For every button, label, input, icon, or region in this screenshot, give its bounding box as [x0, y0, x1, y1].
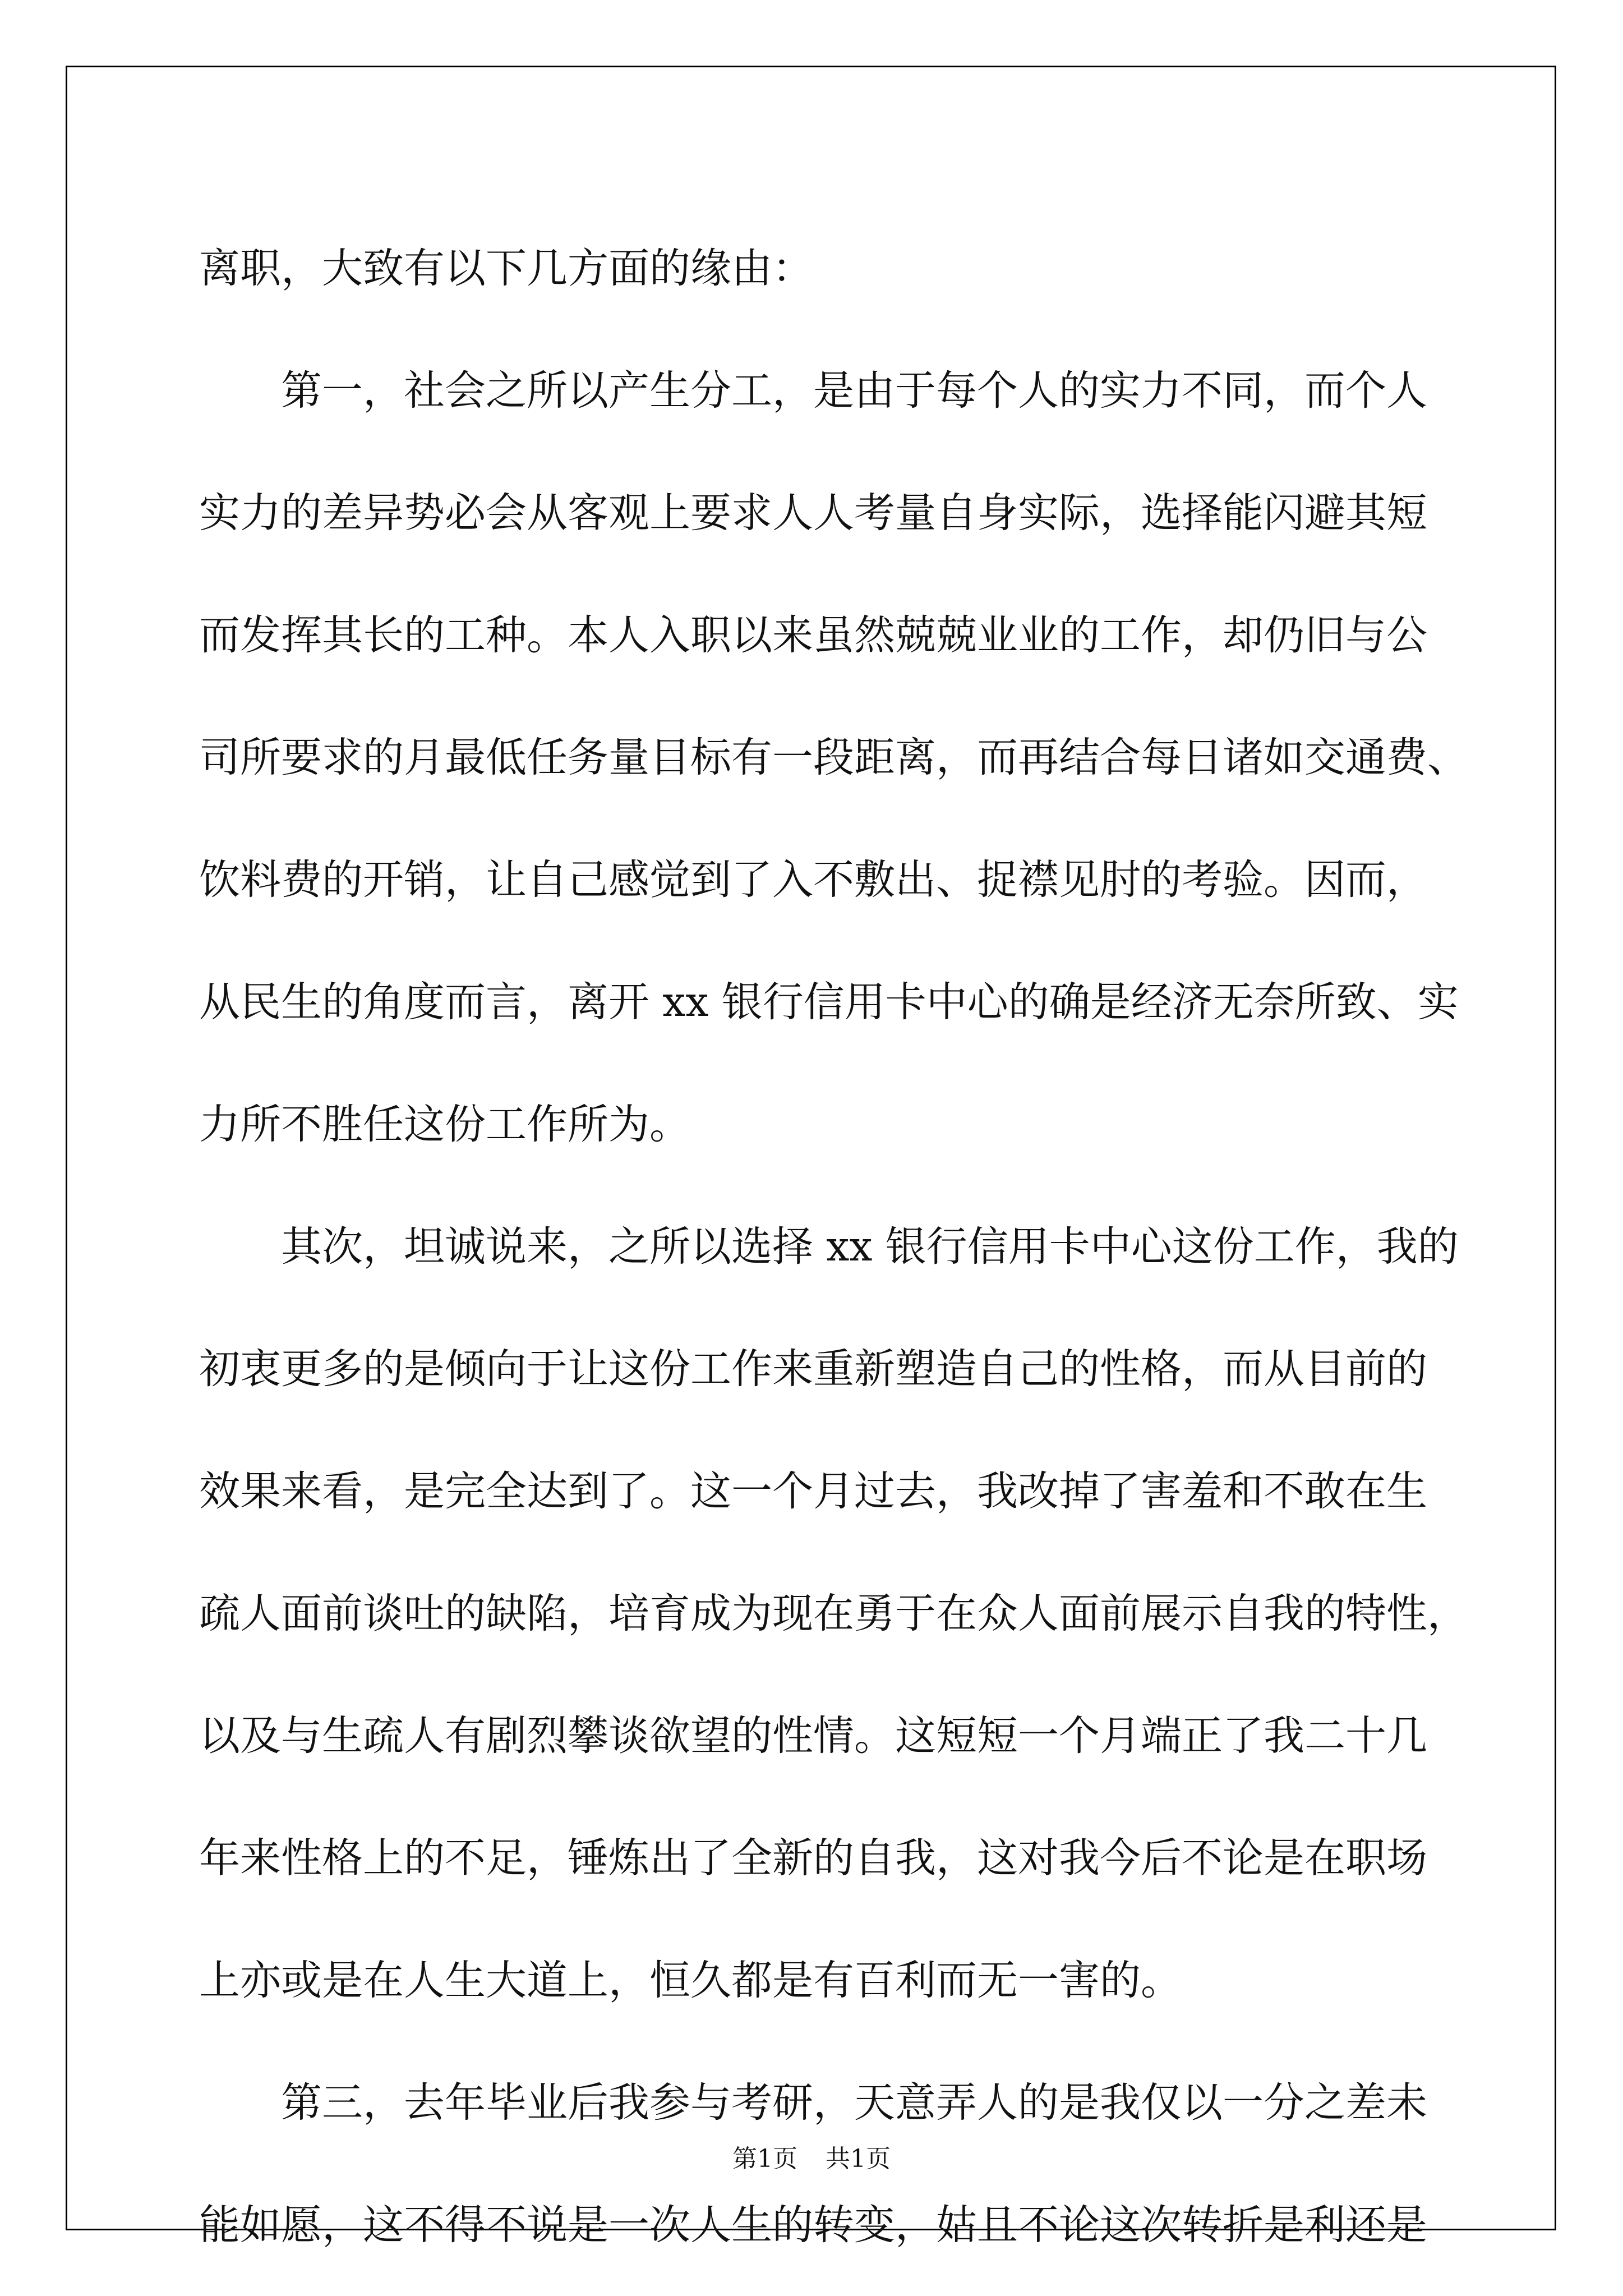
page-total: 共1页	[826, 2145, 891, 2173]
text-line-16: 第三，去年毕业后我参与考研，天意弄人的是我仅以一分之差未	[281, 2079, 1427, 2127]
page-footer	[0, 2138, 1623, 2174]
text-line-17: 能如愿，这不得不说是一次人生的转变，姑且不论这次转折是利还是	[199, 2201, 1427, 2249]
text-line-1: 离职，大致有以下几方面的缘由：	[199, 245, 813, 292]
text-line-14: 年来性格上的不足，锤炼出了全新的自我，这对我今后不论是在职场	[199, 1834, 1427, 1882]
page-number: 第1页	[732, 2145, 797, 2173]
text-line-11: 效果来看，是完全达到了。这一个月过去，我改掉了害羞和不敢在生	[199, 1467, 1427, 1515]
text-line-7: 从民生的角度而言，离开 xx 银行信用卡中心的确是经济无奈所致、实	[199, 978, 1459, 1026]
text-line-8: 力所不胜任这份工作所为。	[199, 1101, 690, 1148]
text-line-9: 其次，坦诚说来，之所以选择 xx 银行信用卡中心这份工作，我的	[281, 1223, 1459, 1271]
text-line-10: 初衷更多的是倾向于让这份工作来重新塑造自己的性格，而从目前的	[199, 1345, 1427, 1393]
text-line-5: 司所要求的月最低任务量目标有一段距离，而再结合每日诸如交通费、	[199, 734, 1468, 781]
text-line-15: 上亦或是在人生大道上，恒久都是有百利而无一害的。	[199, 1957, 1182, 2004]
text-line-4: 而发挥其长的工种。本人入职以来虽然兢兢业业的工作，却仍旧与公	[199, 611, 1427, 659]
text-line-3: 实力的差异势必会从客观上要求人人考量自身实际，选择能闪避其短	[199, 489, 1427, 537]
text-line-13: 以及与生疏人有剧烈攀谈欲望的性情。这短短一个月端正了我二十几	[199, 1712, 1427, 1760]
text-line-2: 第一，社会之所以产生分工，是由于每个人的实力不同，而个人	[281, 367, 1427, 415]
text-line-12: 疏人面前谈吐的缺陷，培育成为现在勇于在众人面前展示自我的特性，	[199, 1590, 1468, 1637]
document-body	[199, 208, 1468, 2286]
text-line-6: 饮料费的开销，让自己感觉到了入不敷出、捉襟见肘的考验。因而，	[199, 856, 1427, 904]
